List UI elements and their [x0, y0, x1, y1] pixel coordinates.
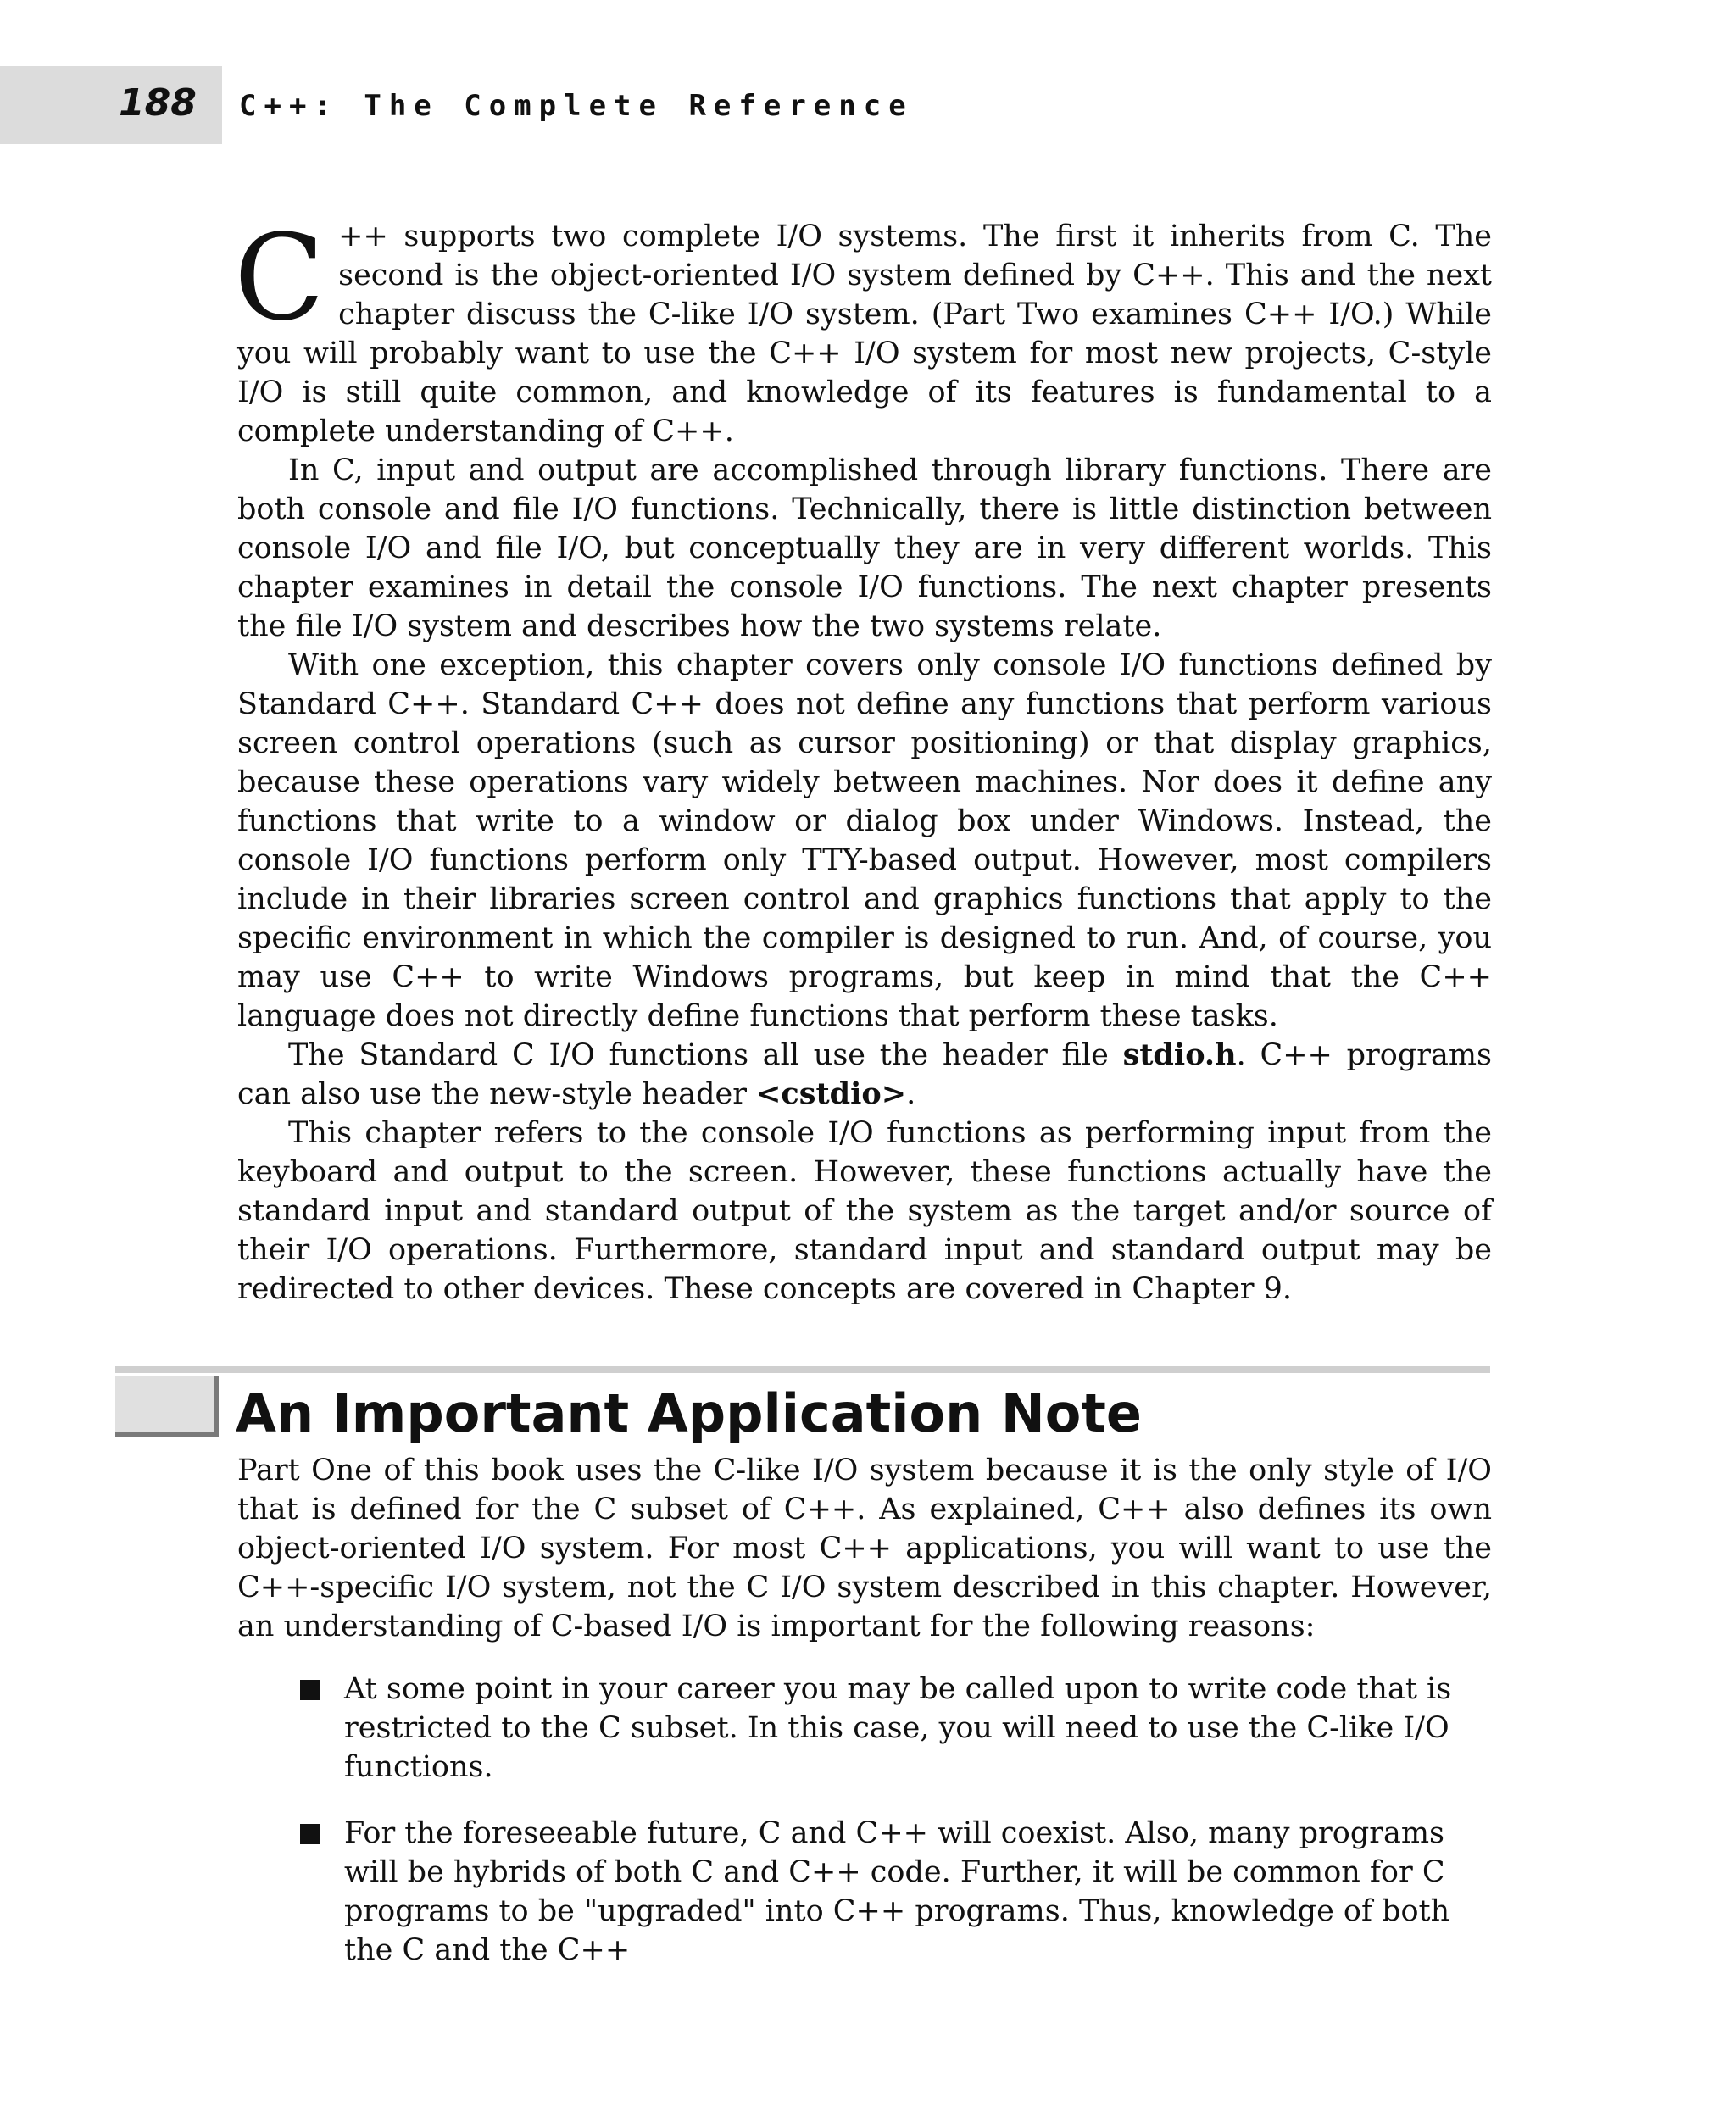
chapter-intro: [234, 209, 1492, 1309]
intro-paragraph-2: In C, input and output are accomplished through library functions. There are both console and file I/O functions. Technically, there is little distinction between console I/O and file I/O, but conceptually they are in very different worlds. This chapter examines in detail the console I/O functions. The next chapter presents the file I/O system and describes how the two systems relate.: [237, 453, 1492, 643]
header-para-text-2: . C++ programs can also use the new-style header: [237, 1038, 1492, 1111]
section-paragraph: Part One of this book uses the C-like I/O system because it is the only style of I/O that is defined for the C subset of C++. As explained, C++ also defines its own object-oriented I/O system. For most C++ applications, you will want to use the C++-specific I/O system, not the C I/O system described in this chapter. However, an understanding of C-based I/O is important for the following reasons:: [237, 1454, 1492, 1643]
intro-paragraph-5: This chapter refers to the console I/O functions as performing input from the keyboard and output to the screen. However, these functions actually have the standard input and standard output of the system as the target and/or source of their I/O operations. Furthermore, standard input and standard output may be redirected to other devices. These concepts are covered in Chapter 9.: [237, 1116, 1492, 1306]
running-title: C++: The Complete Reference: [239, 89, 914, 123]
header-file-paragraph: [237, 1036, 1492, 1114]
list-item-text: For the foreseeable future, C and C++ will coexist. Also, many programs will be hybrids of both C and C++ code. Further, it will be common for C programs to be "upgraded" into C++ programs. Thus, knowledge of both the C and the C++: [344, 1816, 1450, 1967]
cstdio-bold: <cstdio>: [756, 1076, 907, 1111]
list-item-text: At some point in your career you may be called upon to write code that is restricted to the C subset. In this case, you will need to use the C-like I/O functions.: [344, 1672, 1452, 1784]
reasons-list: [237, 1670, 1492, 1970]
stdio-h-bold: stdio.h: [1122, 1037, 1237, 1072]
intro-paragraph-1: [234, 209, 1492, 451]
header-para-text-3: .: [906, 1077, 916, 1111]
bullet-square-icon: [300, 1680, 320, 1700]
intro-paragraph-1-text: ++ supports two complete I/O systems. The first it inherits from C. The second is the object-oriented I/O system defined by C++. This and the next chapter discuss the C-like I/O system. (Part Two examines C++ I/O.) While you will probably want to use the C++ I/O system for most new projects, C-style I/O is still quite common, and knowledge of its features is fundamental to a complete understanding of C++.: [237, 220, 1492, 448]
drop-cap: C: [234, 209, 326, 347]
intro-paragraph-3: With one exception, this chapter covers only console I/O functions defined by Standard C++. Standard C++ does not define any functions that perform various screen control operations (such as cursor positioning) or that display graphics, because these operations vary widely between machines. Nor does it define any functions that write to a window or dialog box under Windows. Instead, the console I/O functions perform only TTY-based output. However, most compilers include in their libraries screen control and graphics functions that apply to the specific environment in which the compiler is designed to run. And, of course, you may use C++ to write Windows programs, but keep in mind that the C++ language does not directly define functions that perform these tasks.: [237, 648, 1492, 1033]
page-number: 188: [119, 81, 197, 125]
section-heading: An Important Application Note: [236, 1382, 1142, 1444]
header-para-text-1: The Standard C I/O functions all use the header file: [288, 1038, 1123, 1072]
section-rule: [115, 1366, 1490, 1373]
list-item: [237, 1670, 1492, 1787]
bullet-square-icon: [300, 1824, 320, 1844]
list-item: [237, 1814, 1492, 1970]
section-marker-box: [115, 1376, 219, 1437]
section-body: [237, 1451, 1492, 1997]
